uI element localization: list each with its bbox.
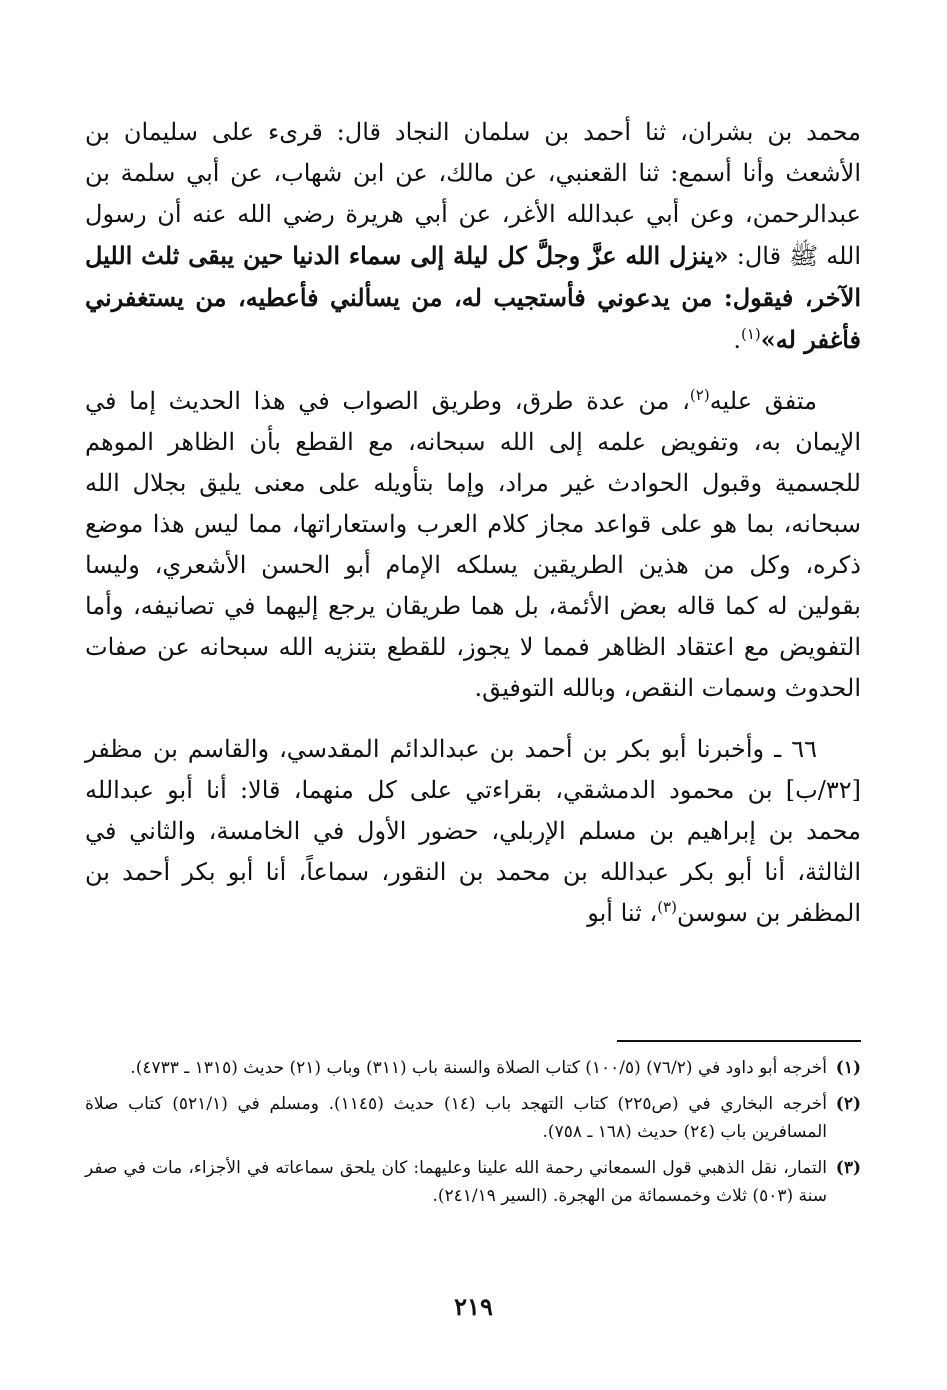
footnote-divider — [617, 1040, 861, 1042]
main-text — [85, 112, 861, 934]
paragraph-commentary — [85, 381, 861, 709]
footnote-ref-1[interactable]: (١) — [740, 325, 761, 343]
hadith-text: «ينزل الله عزَّ وجلَّ كل ليلة إلى سماء الدنيا حين يبقى ثلث الليل الآخر، فيقول: من يدعوني فأستجيب له، من يسألني فأعطيه، من يستغفرني فأغفر له» — [85, 241, 861, 354]
paragraph-isnad — [85, 112, 861, 361]
hadith-66-end: ، ثنا أبو — [587, 899, 658, 927]
footnote-item — [85, 1090, 861, 1146]
hadith-66-text: ٦٦ ـ وأخبرنا أبو بكر بن أحمد بن عبدالدائم المقدسي، والقاسم بن مظفر [٣٢/ب] بن محمود الدمشقي، بقراءتي على كل منهما، قالا: أنا أبو عبدالله محمد بن إبراهيم بن مسلم الإربلي، حضور الأول في الخامسة، والثاني في الثالثة، أنا أبو بكر عبدالله بن محمد بن النقور، سماعاً، أنا أبو بكر أحمد بن المظفر بن سوسن — [85, 735, 861, 927]
paragraph-end: . — [733, 326, 741, 354]
footnote-text: أخرجه أبو داود في (٧٦/٢) (١٠٠/٥) كتاب الصلاة والسنة باب (٣١١) وباب (٢١) حديث (١٣١٥ ـ ٤٧٣٣). — [130, 1058, 827, 1078]
isnad-text: محمد بن بشران، ثنا أحمد بن سلمان النجاد قال: قرىء على سليمان بن الأشعث وأنا أسمع: ثنا القعنبي، عن مالك، عن ابن شهاب، عن أبي سلمة بن عبدالرحمن، وعن أبي عبدالله الأغر، عن أبي هريرة رضي الله عنه أن رسول الله ﷺ قال: — [85, 118, 861, 270]
footnote-text: أخرجه البخاري في (ص٢٢٥) كتاب التهجد باب (١٤) حديث (١١٤٥). ومسلم في (٥٢١/١) كتاب صلاة المسافرين باب (٢٤) حديث (١٦٨ ـ ٧٥٨). — [85, 1094, 827, 1142]
footnotes — [85, 1054, 861, 1218]
footnote-item — [85, 1154, 861, 1210]
footnote-number: (٢) — [835, 1094, 861, 1114]
footnote-number: (١) — [835, 1058, 861, 1078]
footnote-ref-2[interactable]: (٢) — [689, 386, 710, 404]
footnote-item — [85, 1054, 861, 1082]
footnote-text: التمار، نقل الذهبي قول السمعاني رحمة الله علينا وعليهما: كان يلحق سماعاته في الأجزاء، مات في صفر سنة (٥٠٣) ثلاث وخمسمائة من الهجرة. (السير ٢٤١/١٩). — [85, 1158, 827, 1206]
commentary-text: ، من عدة طرق، وطريق الصواب في هذا الحديث إما في الإيمان به، وتفويض علمه إلى الله سبحانه، مع القطع بأن الظاهر الموهم للجسمية وقبول الحوادث غير مراد، وإما بتأويله على معنى يليق بجلال الله سبحانه، بما هو على قواعد مجاز كلام العرب واستعاراتها، مما ليس هذا موضع ذكره، وكل من هذين الطريقين يسلكه الإمام أبو الحسن الأشعري، وليسا بقولين له كما قاله بعض الأئمة، بل هما طريقان يرجع إليهما في تصانيفه، وأما التفويض مع اعتقاد الظاهر فمما لا يجوز، للقطع بتنزيه الله سبحانه عن صفات الحدوث وسمات النقص، وبالله التوفيق. — [85, 387, 861, 702]
page-number: ٢١٩ — [454, 1292, 493, 1321]
footnote-ref-3[interactable]: (٣) — [657, 898, 677, 916]
footnote-number: (٣) — [835, 1158, 861, 1178]
paragraph-hadith-66 — [85, 729, 861, 934]
commentary-start: متفق عليه — [709, 387, 817, 415]
